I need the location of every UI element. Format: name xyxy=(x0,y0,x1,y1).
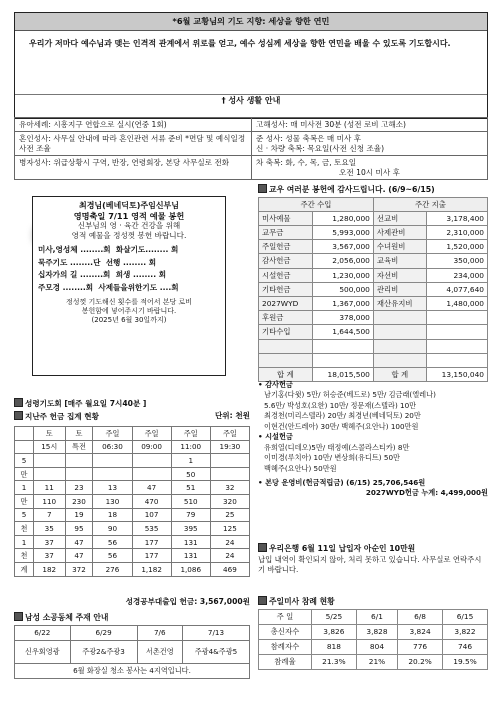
offering-cell: 35 xyxy=(34,522,66,536)
finance-row xyxy=(259,240,488,254)
card-item-row xyxy=(38,270,220,279)
attendance-cell: 총신자수 xyxy=(259,624,312,639)
income-label: 주일헌금 xyxy=(259,240,313,254)
income-label: 기타수입 xyxy=(259,325,313,339)
income-label: 감사헌금 xyxy=(259,254,313,268)
offering-cell: 1,086 xyxy=(171,562,210,576)
expense-label: 교육비 xyxy=(373,254,426,268)
offering-row xyxy=(15,535,250,549)
income-value: 2,056,000 xyxy=(312,254,373,268)
offering-row-label: 계 xyxy=(15,562,34,576)
offering-cell: 56 xyxy=(93,549,132,563)
offering-cell: 24 xyxy=(210,549,249,563)
income-label: 기타헌금 xyxy=(259,282,313,296)
income-header: 주간 수입 xyxy=(259,197,374,211)
offering-cell: 131 xyxy=(171,549,210,563)
offering-cell: 11 xyxy=(34,481,66,495)
expense-label: 수녀원비 xyxy=(373,240,426,254)
gratitude-title: • 감사헌금 xyxy=(258,380,293,389)
finance-row xyxy=(259,268,488,282)
attendance-section xyxy=(258,596,488,670)
income-value: 1,367,000 xyxy=(312,297,373,311)
community-group: 서촌건영 xyxy=(137,640,182,663)
offering-row xyxy=(15,522,250,536)
community-date: 7/6 xyxy=(137,625,182,640)
offering-count-title xyxy=(14,411,250,421)
anointing-label: 병자성사: xyxy=(19,158,51,168)
offering-cell: 230 xyxy=(65,494,93,508)
offering-cell: 37 xyxy=(34,535,66,549)
card-item-left: 주모경 ........회 xyxy=(38,282,94,292)
expense-label xyxy=(373,311,426,325)
offering-cell: 37 xyxy=(34,549,66,563)
sacrament-schedule-table xyxy=(14,117,488,180)
attendance-cell: 3,824 xyxy=(398,624,443,639)
offering-cell: 47 xyxy=(65,549,93,563)
finance-title xyxy=(258,184,488,195)
income-label: 2027WYD xyxy=(259,297,313,311)
offering-row-label: 만 xyxy=(15,467,34,481)
section-square-icon xyxy=(14,612,23,621)
prayer-meeting-title-text: 성령기도회 [매주 월요일 7시40분 ] xyxy=(25,399,147,408)
facility-line: 유희열(디데오)5만/ 태정예(스콜라스티카) 8만 xyxy=(264,442,410,452)
income-value: 5,993,000 xyxy=(312,226,373,240)
schedule-heading: † 성사 생활 안내 xyxy=(15,94,487,106)
offering-row-label: 1 xyxy=(15,481,34,495)
expense-value: 3,178,400 xyxy=(426,211,487,225)
attendance-cell: 3,826 xyxy=(311,624,356,639)
mass-time-header: 19:30 xyxy=(210,440,249,454)
section-square-icon xyxy=(14,411,23,420)
card-item-left: 십자가의 길 ........회 xyxy=(38,270,111,280)
offering-row xyxy=(15,494,250,508)
income-value: 1,280,000 xyxy=(312,211,373,225)
finance-row xyxy=(259,353,488,367)
expense-value: 350,000 xyxy=(426,254,487,268)
marriage-cell xyxy=(15,132,252,156)
finance-row xyxy=(259,211,488,225)
confession-cell xyxy=(252,118,488,132)
offering-row-label: 천 xyxy=(15,522,34,536)
offering-cell: 1,182 xyxy=(132,562,171,576)
offering-cell: 18 xyxy=(93,508,132,522)
offering-cell: 320 xyxy=(210,494,249,508)
community-table xyxy=(14,625,250,679)
account-body: 납입 내역이 확인되지 않아, 처리 못하고 있습니다. 사무실로 연락주시기 바랍니다. xyxy=(258,554,482,575)
mass-day-header: 토 xyxy=(65,427,93,441)
offering-cell: 79 xyxy=(171,508,210,522)
community-group: 신우회영광 xyxy=(15,640,71,663)
corner-cell xyxy=(15,440,34,454)
income-value: 378,000 xyxy=(312,311,373,325)
offering-cell: 90 xyxy=(93,522,132,536)
prayer-box xyxy=(14,12,488,119)
wyd-fund: 2027WYD헌금 누계: 4,499,000원 xyxy=(365,488,488,498)
offering-cell: 395 xyxy=(171,522,210,536)
attendance-cell: 19.5% xyxy=(443,654,488,669)
attendance-cell: 21.3% xyxy=(311,654,356,669)
infant-baptism-cell xyxy=(15,118,252,132)
attendance-cell: 참례율 xyxy=(259,654,312,669)
infant-baptism-text: 시흥지구 연합으로 실시(연중 1회) xyxy=(53,120,167,129)
card-item-right: 선행 ........ 회 xyxy=(105,257,157,267)
car-blessing-line-1: 차 축복: 화, 수, 목, 금, 토요일 xyxy=(256,158,357,168)
offering-cell: 25 xyxy=(210,508,249,522)
marriage-label: 혼인성사: xyxy=(19,134,51,144)
income-label: 교무금 xyxy=(259,226,313,240)
section-square-icon xyxy=(258,184,267,193)
total-income-label: 합 계 xyxy=(259,367,313,381)
card-note-2: 봉헌함에 넣어주시기 바랍니다. xyxy=(81,306,177,315)
offering-cell: 182 xyxy=(34,562,66,576)
attendance-cell: 3,828 xyxy=(356,624,397,639)
finance-title-text: 교우 여러분 봉헌에 감사드립니다. (6/9~6/15) xyxy=(269,185,435,194)
card-deadline: (2025년 6월 30일까지) xyxy=(91,315,167,324)
income-value xyxy=(312,353,373,367)
mass-time-header: 15시 xyxy=(34,440,66,454)
mass-time-header: 09:00 xyxy=(132,440,171,454)
confession-text: 매 미사전 30분 (성전 로비 고해소) xyxy=(290,120,407,129)
income-label xyxy=(259,339,313,353)
community-date: 7/13 xyxy=(182,625,249,640)
anointing-cell xyxy=(15,156,252,180)
offering-unit: 단위: 천원 xyxy=(214,411,250,421)
offering-cell: 535 xyxy=(132,522,171,536)
finance-row xyxy=(259,339,488,353)
finance-row xyxy=(259,297,488,311)
expense-header: 주간 지출 xyxy=(373,197,487,211)
finance-row xyxy=(259,282,488,296)
mass-day-header: 주일 xyxy=(171,427,210,441)
cleaning-note: 6월 화장실 청소 봉사는 4지역입니다. xyxy=(15,663,250,678)
offering-cell: 47 xyxy=(65,535,93,549)
offering-cell: 47 xyxy=(132,481,171,495)
expense-value xyxy=(426,311,487,325)
attendance-cell: 776 xyxy=(398,639,443,654)
offering-cell xyxy=(34,454,66,468)
community-title-text: 남성 소공동체 주재 안내 xyxy=(25,613,109,622)
offering-cell xyxy=(93,467,132,481)
offering-cell: 177 xyxy=(132,549,171,563)
mass-day-header: 주일 xyxy=(132,427,171,441)
offering-cell: 1 xyxy=(171,454,210,468)
card-item-left: 묵주기도 ........단 xyxy=(38,257,101,267)
mass-time-header: 특전 xyxy=(65,440,93,454)
offering-row-label: 5 xyxy=(15,454,34,468)
finance-row xyxy=(259,226,488,240)
attendance-header: 6/1 xyxy=(356,609,397,624)
confession-label: 고해성사: xyxy=(256,120,288,129)
community-group: 주광2&주광3 xyxy=(70,640,137,663)
offering-cell: 177 xyxy=(132,535,171,549)
offering-row-label: 5 xyxy=(15,508,34,522)
finance-row xyxy=(259,311,488,325)
finance-row xyxy=(259,254,488,268)
card-item-row xyxy=(38,258,220,267)
offering-row-label: 만 xyxy=(15,494,34,508)
total-expense: 13,150,040 xyxy=(426,367,487,381)
mass-day-header: 토 xyxy=(34,427,66,441)
offering-cell: 56 xyxy=(93,535,132,549)
income-value: 1,644,500 xyxy=(312,325,373,339)
infant-baptism-label: 유아세례: xyxy=(19,120,51,129)
offering-row xyxy=(15,454,250,468)
expense-label xyxy=(373,339,426,353)
offering-cell: 50 xyxy=(171,467,210,481)
mass-day-header: 주일 xyxy=(93,427,132,441)
offering-cell: 130 xyxy=(93,494,132,508)
offering-cell xyxy=(93,454,132,468)
attendance-cell: 21% xyxy=(356,654,397,669)
attendance-title xyxy=(258,596,488,607)
total-expense-label: 합 계 xyxy=(373,367,426,381)
bible-study-offering: 성경공부대출입 헌금: 3,567,000원 xyxy=(125,597,250,606)
prayer-intro: 우리가 저마다 예수님과 맺는 인격적 관계에서 위로를 얻고, 예수 성심께 세상을 향한 연민을 배울 수 있도록 기도합시다. xyxy=(29,39,451,48)
offering-cell xyxy=(210,467,249,481)
feast-day-card xyxy=(32,196,226,376)
offering-row xyxy=(15,508,250,522)
offering-cell: 23 xyxy=(65,481,93,495)
offering-cell: 32 xyxy=(210,481,249,495)
section-square-icon xyxy=(258,596,267,605)
card-item-right: 희생 ........ 회 xyxy=(115,270,167,280)
attendance-table xyxy=(258,609,488,670)
mass-time-header: 06:30 xyxy=(93,440,132,454)
offering-cell: 24 xyxy=(210,535,249,549)
car-blessing-line-2: 오전 10시 미사 후 xyxy=(339,167,400,177)
parish-fund: • 본당 운영비(헌금적립금) (6/15) 25,706,546원 xyxy=(258,477,426,487)
mass-day-header: 주일 xyxy=(210,427,249,441)
offering-count-table xyxy=(14,426,250,577)
gratitude-line: 이현건(안드레아) 30만/ 백혜주(요안나) 100만원 xyxy=(264,421,419,431)
attendance-cell: 804 xyxy=(356,639,397,654)
card-line-2: 영적 예물을 정성껏 봉헌 바랍니다. xyxy=(71,230,187,240)
expense-value: 1,520,000 xyxy=(426,240,487,254)
finance-section xyxy=(258,184,488,382)
income-label: 시설헌금 xyxy=(259,268,313,282)
expense-label: 재산유지비 xyxy=(373,297,426,311)
community-date: 6/22 xyxy=(15,625,71,640)
card-item-right: 화살기도........ 회 xyxy=(115,245,179,255)
offering-row xyxy=(15,467,250,481)
expense-label: 사제관비 xyxy=(373,226,426,240)
offering-cell xyxy=(132,454,171,468)
expense-value xyxy=(426,339,487,353)
prayer-meeting-title xyxy=(14,398,250,408)
offering-cell: 51 xyxy=(171,481,210,495)
finance-table xyxy=(258,197,488,382)
community-title xyxy=(14,612,250,623)
card-item-row xyxy=(38,245,220,254)
expense-label: 자선비 xyxy=(373,268,426,282)
attendance-title-text: 주일미사 참례 현황 xyxy=(269,597,335,606)
attendance-cell: 3,822 xyxy=(443,624,488,639)
offering-cell xyxy=(132,467,171,481)
attendance-cell: 참례자수 xyxy=(259,639,312,654)
income-value: 1,230,000 xyxy=(312,268,373,282)
sacramentals-line-1: 준 성사: 성물 축복은 매 미사 후 xyxy=(256,134,362,144)
income-value xyxy=(312,339,373,353)
card-feast-title: 영명축일 7/11 영적 예물 봉헌 xyxy=(73,211,185,221)
attendance-header: 주 일 xyxy=(259,609,312,624)
gratitude-line: 5.6만/ 박성호(요한) 10만/ 정문재(스텔라) 10만 xyxy=(264,400,417,410)
gratitude-line: 남기홍(다윗) 5만/ 허승준(베드로) 5만/ 김금래(엘레나) xyxy=(264,390,436,400)
offering-cell: 7 xyxy=(34,508,66,522)
card-line-1: 신부님의 영 · 육간 건강을 위해 xyxy=(77,221,181,231)
offering-cell: 107 xyxy=(132,508,171,522)
expense-value xyxy=(426,325,487,339)
prayer-title: *6월 교황님의 기도 지향: 세상을 향한 연민 xyxy=(15,13,487,31)
facility-line: 이미경(루치아) 10만/ 변상희(유디트) 50만 xyxy=(264,453,400,463)
expense-value xyxy=(426,353,487,367)
offering-cell: 110 xyxy=(34,494,66,508)
attendance-cell: 746 xyxy=(443,639,488,654)
attendance-header: 5/25 xyxy=(311,609,356,624)
offering-row xyxy=(15,549,250,563)
community-section xyxy=(14,612,250,679)
mass-time-header: 11:00 xyxy=(171,440,210,454)
expense-label: 선교비 xyxy=(373,211,426,225)
total-income: 18,015,500 xyxy=(312,367,373,381)
finance-row xyxy=(259,325,488,339)
card-item-row xyxy=(38,283,220,292)
attendance-header: 6/15 xyxy=(443,609,488,624)
corner-cell xyxy=(15,427,34,441)
expense-value: 4,077,640 xyxy=(426,282,487,296)
expense-label: 관리비 xyxy=(373,282,426,296)
offering-cell: 131 xyxy=(171,535,210,549)
offering-cell: 13 xyxy=(93,481,132,495)
offering-cell: 95 xyxy=(65,522,93,536)
attendance-cell: 20.2% xyxy=(398,654,443,669)
attendance-cell: 818 xyxy=(311,639,356,654)
facility-title: • 시설헌금 xyxy=(258,432,293,442)
offering-cell: 19 xyxy=(65,508,93,522)
offering-cell: 470 xyxy=(132,494,171,508)
community-date: 6/29 xyxy=(70,625,137,640)
anointing-text: 위급상황시 구역, 반장, 연령회장, 본당 사무실로 전화 xyxy=(53,158,230,168)
offering-count-title-text: 지난주 헌금 집계 현황 xyxy=(25,412,99,422)
expense-label xyxy=(373,325,426,339)
offering-cell: 125 xyxy=(210,522,249,536)
offering-row-label: 천 xyxy=(15,549,34,563)
facility-line: 백혜주(요안나) 50만원 xyxy=(264,463,337,473)
donations-box xyxy=(258,380,488,538)
gratitude-line: 최경천(미리스텔라) 20만/ 최경년(베네딕토) 20만 xyxy=(264,411,421,421)
sacramentals-cell xyxy=(252,132,488,156)
community-group: 주광4&주광5 xyxy=(182,640,249,663)
offering-cell xyxy=(34,467,66,481)
offering-cell xyxy=(210,454,249,468)
prayer-meeting-section xyxy=(14,398,250,422)
offering-row xyxy=(15,481,250,495)
card-item-left: 미사,영성체 ........회 xyxy=(38,245,111,255)
offering-cell: 276 xyxy=(93,562,132,576)
offering-cell xyxy=(65,467,93,481)
offering-cell: 469 xyxy=(210,562,249,576)
section-square-icon xyxy=(258,543,267,552)
offering-row xyxy=(15,562,250,576)
card-item-right: 사제들을위한기도 ....회 xyxy=(98,282,179,292)
marriage-text: 사무실 안내에 따라 혼인관련 서류 준비 *면담 및 예식일정 사전 조율 xyxy=(19,134,246,153)
income-label xyxy=(259,353,313,367)
expense-value: 234,000 xyxy=(426,268,487,282)
expense-value: 1,480,000 xyxy=(426,297,487,311)
income-label: 후원금 xyxy=(259,311,313,325)
income-label: 미사예물 xyxy=(259,211,313,225)
account-title-text: 우리은행 6월 11일 납입자 아순인 10만원 xyxy=(269,544,416,553)
card-priest-name: 최경님(베네딕토)주임신부님 xyxy=(78,201,180,210)
offering-cell: 372 xyxy=(65,562,93,576)
income-value: 3,567,000 xyxy=(312,240,373,254)
offering-row-label: 1 xyxy=(15,535,34,549)
income-value: 500,000 xyxy=(312,282,373,296)
expense-value: 2,310,000 xyxy=(426,226,487,240)
card-note-1: 정성껏 기도해신 횟수를 적어서 본당 로비 xyxy=(65,298,193,307)
offering-cell xyxy=(65,454,93,468)
attendance-header: 6/8 xyxy=(398,609,443,624)
account-notice xyxy=(258,543,488,576)
car-blessing-cell xyxy=(252,156,488,180)
account-title xyxy=(258,543,488,555)
offering-cell: 510 xyxy=(171,494,210,508)
sacramentals-line-2: 신 · 차량 축복: 목요일(사전 신청 조율) xyxy=(256,143,385,153)
section-square-icon xyxy=(14,398,23,407)
expense-label xyxy=(373,353,426,367)
